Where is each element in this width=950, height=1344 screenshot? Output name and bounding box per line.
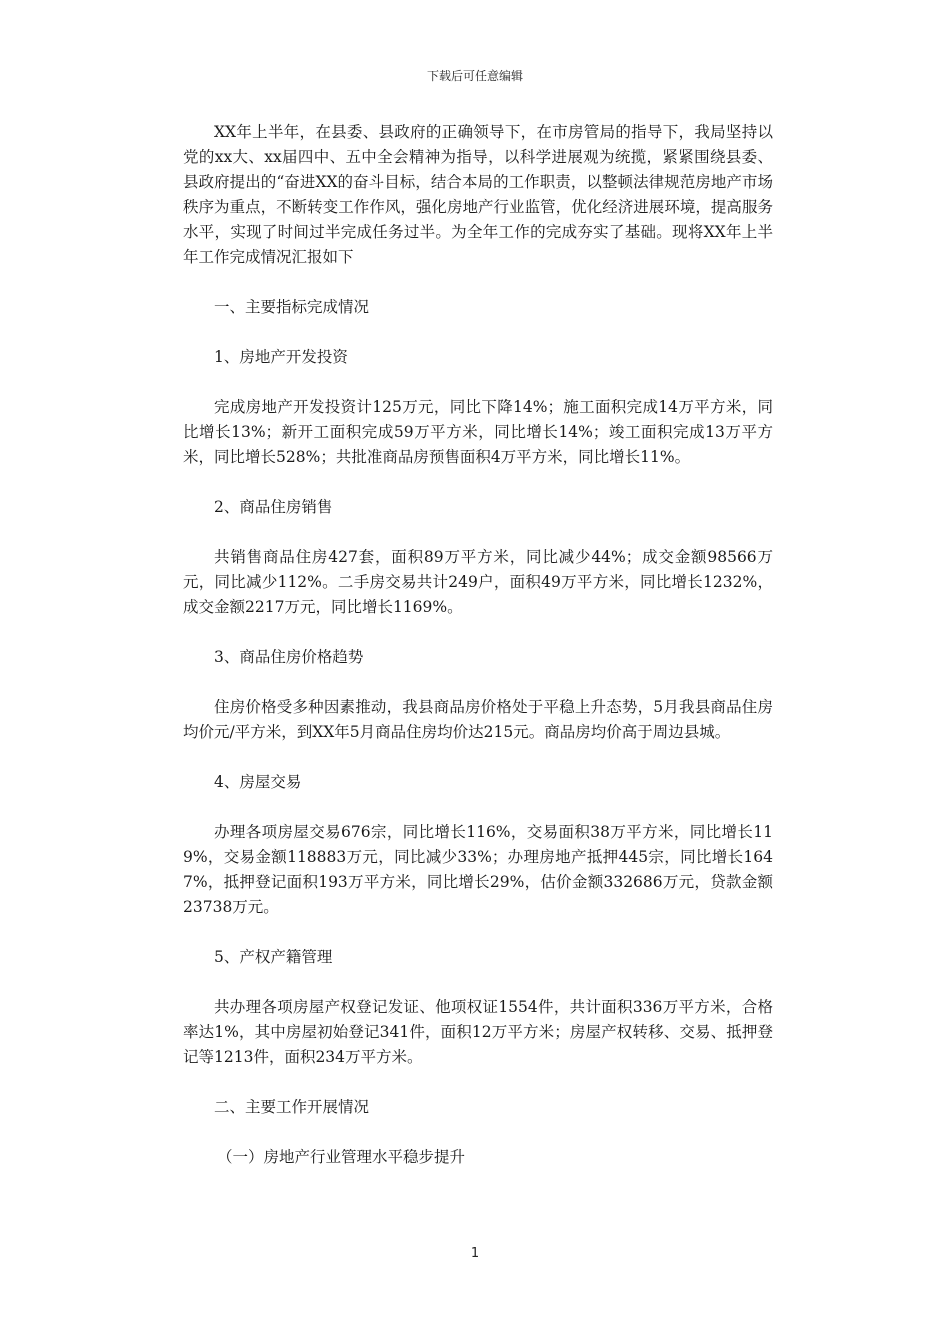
page-header: 下载后可任意编辑: [426, 69, 523, 83]
item-heading-4: 4、房屋交易: [214, 773, 302, 791]
item-paragraph-4: 办理各项房屋交易676宗，同比增长116%，交易面积38万平方米，同比增长119%，交易金额118883万元，同比减少33%；办理房地产抵押445宗，同比增长1647%，抵押登记面积193万平方米，同比增长29%，估价金额332686万元，贷款金额23738万元。: [183, 823, 773, 916]
item-paragraph-1: 完成房地产开发投资计125万元，同比下降14%；施工面积完成14万平方米，同比增长13%；新开工面积完成59万平方米，同比增长14%；竣工面积完成13万平方米，同比增长528%；共批准商品房预售面积4万平方米，同比增长11%。: [183, 398, 773, 466]
section-heading-2: 二、主要工作开展情况: [214, 1098, 370, 1116]
section-heading-1: 一、主要指标完成情况: [214, 298, 370, 316]
subsection-heading-1: （一）房地产行业管理水平稳步提升: [217, 1148, 466, 1166]
item-paragraph-5: 共办理各项房屋产权登记发证、他项权证1554件，共计面积336万平方米，合格率达1%，其中房屋初始登记341件，面积12万平方米；房屋产权转移、交易、抵押登记等1213件，面积234万平方米。: [183, 998, 773, 1066]
item-heading-5: 5、产权产籍管理: [214, 948, 333, 966]
item-heading-2: 2、商品住房销售: [214, 498, 333, 516]
document-body: [183, 120, 773, 1170]
item-paragraph-2: 共销售商品住房427套，面积89万平方米，同比减少44%；成交金额98566万元，同比减少112%。二手房交易共计249户，面积49万平方米，同比增长1232%，成交金额2217万元，同比增长1169%。: [183, 548, 773, 616]
intro-paragraph: XX年上半年，在县委、县政府的正确领导下，在市房管局的指导下，我局坚持以党的xx大、xx届四中、五中全会精神为指导，以科学进展观为统揽，紧紧围绕县委、县政府提出的“奋进XX的奋斗目标，结合本局的工作职责，以整顿法律规范房地产市场秩序为重点，不断转变工作作风，强化房地产行业监管，优化经济进展环境，提高服务水平，实现了时间过半完成任务过半。为全年工作的完成夯实了基础。现将XX年上半年工作完成情况汇报如下: [183, 123, 773, 266]
item-heading-3: 3、商品住房价格趋势: [214, 648, 364, 666]
item-paragraph-3: 住房价格受多种因素推动，我县商品房价格处于平稳上升态势，5月我县商品住房均价元/平方米，到XX年5月商品住房均价达215元。商品房均价高于周边县城。: [183, 698, 773, 741]
page-number: 1: [470, 1246, 480, 1261]
item-heading-1: 1、房地产开发投资: [214, 348, 348, 366]
